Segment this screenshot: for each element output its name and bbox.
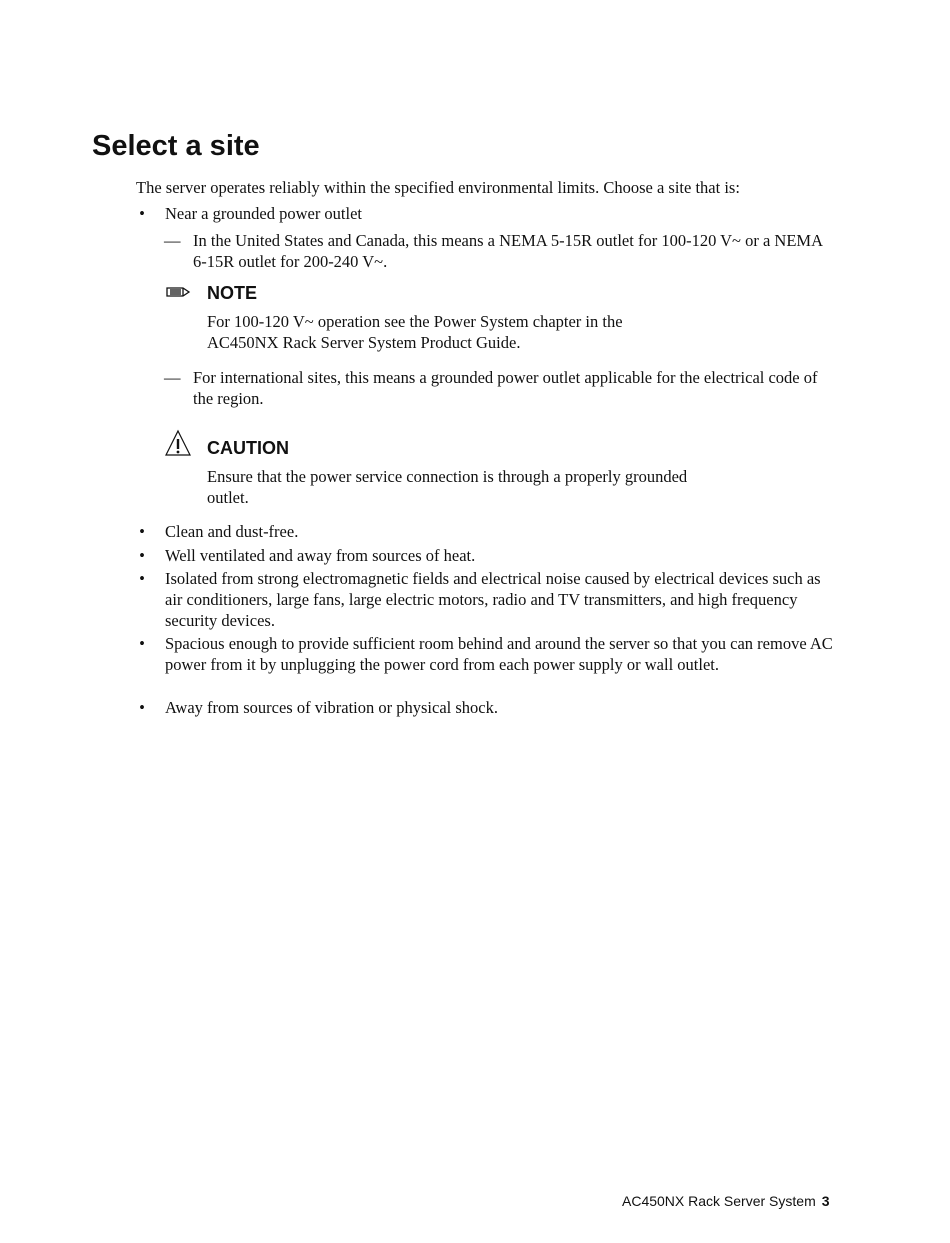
note-line: For 100-120 V~ operation see the Power System chapter in the: [207, 312, 623, 331]
caution-body: [207, 466, 747, 508]
bullet-marker: •: [139, 634, 145, 653]
list-item-text: Spacious enough to provide sufficient room behind and around the server so that you can remove AC power from it by unplugging the power cord from each power supply or wall outlet.: [165, 634, 833, 674]
list-item-text: Near a grounded power outlet: [165, 204, 363, 223]
note-line: AC450NX Rack Server System Product Guide.: [207, 333, 521, 352]
bullet-marker: •: [139, 204, 145, 223]
note-body: [207, 311, 747, 353]
warning-triangle-icon: [164, 429, 192, 457]
dash-marker: —: [164, 231, 181, 250]
caution-line: outlet.: [207, 488, 249, 507]
page-number: 3: [821, 1193, 830, 1209]
list-item-text: Well ventilated and away from sources of heat.: [165, 546, 476, 565]
list-item-text: Isolated from strong electromagnetic fields and electrical noise caused by electrical devices such as air conditioners, large fans, large electric motors, radio and TV transmitters, and high frequency security devices.: [165, 569, 821, 630]
intro-paragraph: The server operates reliably within the specified environmental limits. Choose a site that is:: [136, 178, 740, 197]
pencil-note-icon: [164, 282, 192, 310]
bullet-marker: •: [139, 546, 145, 565]
footer-product-name: AC450NX Rack Server System: [622, 1193, 816, 1209]
caution-label: CAUTION: [207, 438, 289, 458]
list-item-text: Clean and dust-free.: [165, 522, 299, 541]
caution-line: Ensure that the power service connection is through a properly grounded: [207, 467, 688, 486]
page-footer: [622, 1192, 830, 1210]
bullet-marker: •: [139, 522, 145, 541]
list-item-text: Away from sources of vibration or physical shock.: [165, 698, 498, 717]
note-label: NOTE: [207, 283, 258, 303]
bullet-marker: •: [139, 569, 145, 588]
page-title: Select a site: [92, 130, 260, 162]
dash-marker: —: [164, 368, 181, 387]
bullet-marker: •: [139, 698, 145, 717]
sub-list-item-text: For international sites, this means a grounded power outlet applicable for the electrical code of the region.: [193, 368, 818, 408]
sub-list-item-text: In the United States and Canada, this means a NEMA 5-15R outlet for 100-120 V~ or a NEMA 6-15R outlet for 200-240 V~.: [193, 231, 823, 271]
